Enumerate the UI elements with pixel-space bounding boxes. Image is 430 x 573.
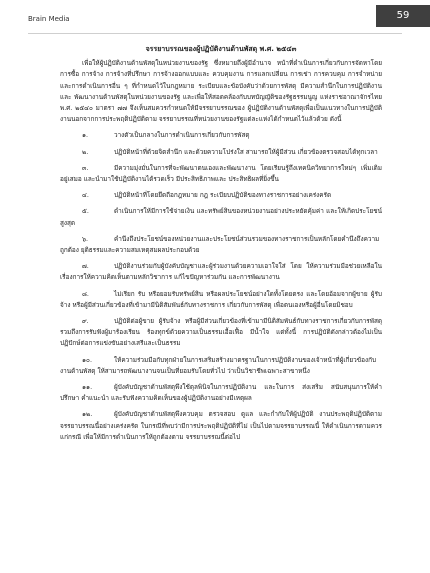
list-item-number: ๙. bbox=[82, 317, 89, 326]
document-body bbox=[60, 44, 382, 448]
list-item bbox=[60, 409, 382, 443]
list-item-number: ๕. bbox=[82, 207, 89, 216]
page-header bbox=[0, 0, 430, 40]
list-item-number: ๑. bbox=[82, 131, 89, 140]
list-item bbox=[60, 234, 382, 256]
list-item bbox=[60, 190, 382, 201]
list-item-text: วางตัวเป็นกลางในการดำเนินการเกี่ยวกับการพัสดุ bbox=[114, 131, 250, 140]
list-item-number: ๑๑. bbox=[82, 383, 93, 392]
list-item-number: ๔. bbox=[82, 191, 89, 200]
list-item bbox=[60, 316, 382, 350]
code-items-list bbox=[60, 130, 382, 443]
list-item-text: ผู้บังคับบัญชาด้านพัสดุพึงควบคุม ตรวจสอบ ดูแล และกำกับให้ผู้ปฏิบัติ งานประพฤติปฏิบัติตามจรรยาบรรณนี้อย่างเคร่งครัด ในกรณีที่พบว่ามีการประพฤติปฏิบัติที่ไม่ เป็นไปตามจรรยาบรรณนี้ ให้ดำเนินการตามควรแก่กรณี เพื่อให้มีการดำเนินการให้ถูกต้องตาม จรรยาบรรณนี้ต่อไป bbox=[60, 410, 382, 441]
list-item bbox=[60, 147, 382, 158]
list-item-text: ไม่เรียก รับ หรือยอมรับทรัพย์สิน หรือผลประโยชน์อย่างใดทั้งโดยตรง และโดยอ้อมจากผู้ขาย ผู้รับจ้าง หรือผู้มีส่วนเกี่ยวข้องที่เข้ามามีนิติสัมพันธ์กับทางราชการ เกี่ยวกับการพัสดุ เพื่อตนเองหรือผู้อื่นโดยมิชอบ bbox=[60, 289, 382, 309]
list-item-text: ปฏิบัติต่อผู้ขาย ผู้รับจ้าง หรือผู้มีส่วนเกี่ยวข้องที่เข้ามามีนิติสัมพันธ์กับทางราชการเกี่ยวกับการพัสดุ รวมถึงการรับฟังผู้มาร้องเรียน ร้องทุกข์ด้วยความเป็นธรรมเอื้อเฟื้อ มีน้ำใจ แต่ทั้งนี้ การปฏิบัติดังกล่าวต้องไม่เป็นปฏิปักษ์ต่อการแข่งขันอย่างเสรีและเป็นธรรม bbox=[60, 317, 382, 348]
list-item bbox=[60, 130, 382, 141]
list-item-text: ปฏิบัติงานร่วมกับผู้บังคับบัญชาและผู้ร่วมงานด้วยความเอาใจใส่ โดย ให้ความร่วมมือช่วยเหลือในเรื่องการให้ความคิดเห็นตามหลักวิชาการ แก้ไขปัญหาร่วมกัน และการพัฒนางาน bbox=[60, 262, 382, 282]
list-item-text: ดำเนินการให้มีการใช้จ่ายเงิน และทรัพย์สินของหน่วยงานอย่างประหยัดคุ้มค่า และให้เกิดประโยชน์สูงสุด bbox=[60, 207, 382, 227]
list-item-number: ๖. bbox=[82, 234, 89, 243]
list-item-number: ๑๐. bbox=[82, 355, 92, 364]
list-item-text: ให้ความร่วมมือกับทุกฝ่ายในการเสริมสร้างมาตรฐานในการปฏิบัติงานของเจ้าหน้าที่ผู้เกี่ยวข้องกับงานด้านพัสดุ ให้สามารถพัฒนางานจนเป็นที่ยอมรับโดยทั่วไป ว่าเป็นวิชาชีพเฉพาะสาขาหนึ่ง bbox=[60, 355, 377, 375]
list-item-number: ๑๒. bbox=[82, 410, 93, 419]
list-item-text: ผู้บังคับบัญชาด้านพัสดุพึงใช้ดุลพินิจในการปฏิบัติงาน และในการ ส่งเสริม สนับสนุนการให้คำปรึกษา คำแนะนำ และรับฟังความคิดเห็นของผู้ปฏิบัติงานอย่างมีเหตุผล bbox=[60, 383, 382, 403]
list-item-number: ๗. bbox=[82, 262, 89, 271]
header-divider bbox=[28, 33, 402, 34]
list-item-number: ๘. bbox=[82, 289, 89, 298]
list-item-number: ๓. bbox=[82, 163, 89, 172]
list-item-number: ๒. bbox=[82, 147, 89, 156]
list-item bbox=[60, 163, 382, 185]
list-item bbox=[60, 206, 382, 228]
list-item bbox=[60, 382, 382, 404]
list-item bbox=[60, 355, 382, 377]
list-item-text: ปฏิบัติหน้าที่ด้วยจิตสำนึก และด้วยความโปร่งใส สามารถให้ผู้มีส่วน เกี่ยวข้องตรวจสอบได้ทุกเวลา bbox=[114, 147, 378, 156]
list-item bbox=[60, 289, 382, 311]
page-number: 59 bbox=[376, 5, 430, 27]
list-item-text: มีความมุ่งมั่นในการที่จะพัฒนาตนเองและพัฒนางาน โดยเรียนรู้ถึงเทคนิควิทยาการใหม่ๆ เพิ่มเติมอยู่เสมอ และนำมาใช้ปฏิบัติงานได้รวดเร็ว มีประสิทธิภาพและ ประสิทธิผลที่ยิ่งขึ้น bbox=[60, 163, 382, 184]
brand-name: Brain Media bbox=[28, 15, 70, 23]
document-title: จรรยาบรรณของผู้ปฏิบัติงานด้านพัสดุ พ.ศ. ๒๕๔๓ bbox=[145, 45, 297, 53]
list-item-text: คำนึงถึงประโยชน์ของหน่วยงานและประโยชน์ส่วนรวมของทางราชการเป็นหลักโดยคำนึงถึงความถูกต้อง ยุติธรรมและความสมเหตุสมผลประกอบด้วย bbox=[60, 234, 380, 255]
intro-paragraph: เพื่อให้ผู้ปฏิบัติงานด้านพัสดุในหน่วยงานของรัฐ ซึ่งหมายถึงผู้มีอำนาจ หน้าที่ดำเนินการเกี่ยวกับการจัดหาโดย การซื้อ การจ้าง การจ้างที่ปรึกษา การจ้างออกแบบและ ควบคุมงาน การแลกเปลี่ยน การเช่า การควบคุม การจำหน่าย และการดำเนินการอื่น ๆ ที่กำหนดไว้ในกฎหมาย ระเบียบและข้อบังคับว่าด้วยการพัสดุ มีความสำนึกในการปฏิบัติงานและ พัฒนางานด้านพัสดุในหน่วยงานของรัฐ และเพื่อให้สอดคล้องกับบทบัญญัติของรัฐธรรมนูญ แห่งราชอาณาจักรไทย พ.ศ. ๒๕๔๐ มาตรา ๗๗ จึงเห็นสมควรกำหนดให้มีจรรยาบรรณของ ผู้ปฏิบัติงานด้านพัสดุเพื่อเป็นแนวทางในการปฏิบัติงานนอกจากการประพฤติปฏิบัติตาม จรรยาบรรณที่หน่วยงานของรัฐแต่ละแห่งได้กำหนดไว้แล้วด้วย ดังนี้ bbox=[60, 59, 382, 124]
list-item bbox=[60, 261, 382, 283]
list-item-text: ปฏิบัติหน้าที่โดยยึดถือกฎหมาย กฎ ระเบียบปฏิบัติของทางราชการอย่างเคร่งครัด bbox=[114, 191, 332, 200]
